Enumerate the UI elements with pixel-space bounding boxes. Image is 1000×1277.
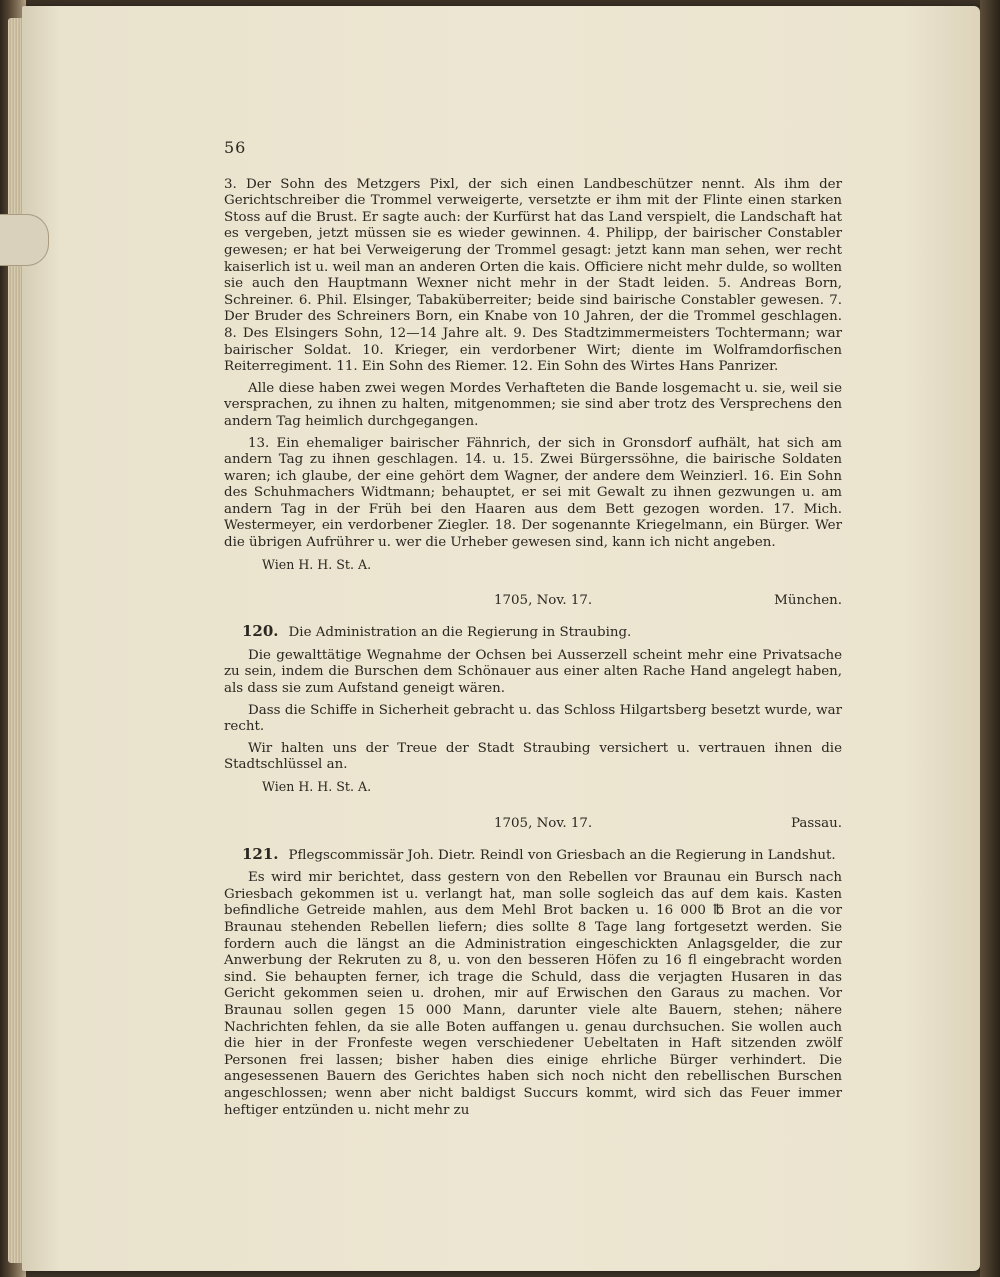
- source-citation: Wien H. H. St. A.: [262, 779, 372, 794]
- entry-121-dateline: [224, 816, 842, 834]
- entry-place: München.: [774, 593, 842, 609]
- scan-border: [980, 0, 1000, 1277]
- entry-place: Passau.: [791, 815, 842, 831]
- page-text: [224, 140, 842, 1119]
- page-number: 56: [224, 138, 247, 157]
- entry-title: Pflegscommissär Joh. Dietr. Reindl von Griesbach an die Regierung in Landshut.: [288, 847, 836, 863]
- paragraph: Dass die Schiffe in Sicherheit gebracht u. das Schloss Hilgartsberg besetzt wurde, war recht.: [224, 702, 842, 735]
- entry-date: 1705, Nov. 17.: [494, 815, 593, 831]
- entry-date: 1705, Nov. 17.: [494, 593, 593, 609]
- paragraph: Alle diese haben zwei wegen Mordes Verhafteten die Bande losgemacht u. sie, weil sie versprachen, zu ihnen zu halten, mitgenommen; sie sind aber trotz des Versprechens den andern Tag heimlich durchgegangen.: [224, 380, 842, 429]
- paragraph: Wir halten uns der Treue der Stadt Straubing versichert u. vertrauen ihnen die Stadtschlüssel an.: [224, 740, 842, 773]
- entry-120-heading: [224, 623, 842, 642]
- page-tab-marker: [0, 214, 49, 266]
- entry-120-dateline: [224, 593, 842, 611]
- entry-number: 120.: [242, 622, 279, 641]
- entry-title: Die Administration an die Regierung in Straubing.: [288, 625, 632, 641]
- entry-number: 121.: [242, 844, 279, 863]
- paragraph: 3. Der Sohn des Metzgers Pixl, der sich einen Landbeschützer nennt. Als ihm der Gerichtschreiber die Trommel verweigerte, versetzte er ihm mit der Flinte einen starken Stoss auf die Brust. Er sagte auch: der Kurfürst hat das Land verspielt, die Landschaft hat es vergeben, jetzt müssen sie es wieder gewinnen. 4. Philipp, der bairischer Constabler gewesen; er hat bei Verweigerung der Trommel gesagt: jetzt kann man sehen, wer recht kaiserlich ist u. weil man an anderen Orten die kais. Officiere nicht mehr dulde, so wollten sie auch den Hauptmann Wexner nicht mehr in der Stadt leiden. 5. Andreas Born, Schreiner. 6. Phil. Elsinger, Tabaküberreiter; beide sind bairische Constabler gewesen. 7. Der Bruder des Schreiners Born, ein Knabe von 10 Jahren, der die Trommel geschlagen. 8. Des Elsingers Sohn, 12—14 Jahre alt. 9. Des Stadtzimmermeisters Tochtermann; war bairischer Soldat. 10. Krieger, ein verdorbener Wirt; diente im Wolframdorfischen Reiterregiment. 11. Ein Sohn des Riemer. 12. Ein Sohn des Wirtes Hans Panrizer.: [224, 176, 842, 375]
- source-citation: Wien H. H. St. A.: [262, 556, 372, 572]
- paragraph: 13. Ein ehemaliger bairischer Fähnrich, der sich in Gronsdorf aufhält, hat sich am andern Tag zu ihnen geschlagen. 14. u. 15. Zwei Bürgerssöhne, die bairische Soldaten waren; ich glaube, der eine gehört dem Wagner, der andere dem Weinzierl. 16. Ein Sohn des Schuhmachers Widtmann; behauptet, er sei mit Gewalt zu ihnen gezwungen u. am andern Tag in der Früh bei den Haaren aus dem Bett gezogen worden. 17. Mich. Westermeyer, ein verdorbener Ziegler. 18. Der sogenannte Kriegelmann, ein Bürger. Wer die übrigen Aufrührer u. wer die Urheber gewesen sind, kann ich nicht angeben.: [224, 435, 842, 551]
- entry-121-heading: [224, 846, 842, 865]
- paragraph: Die gewalttätige Wegnahme der Ochsen bei Ausserzell scheint mehr eine Privatsache zu sein, indem die Burschen dem Schönauer aus einer alten Rache Hand angelegt haben, als dass sie zum Aufstand geneigt wären.: [224, 647, 842, 697]
- paragraph: Es wird mir berichtet, dass gestern von den Rebellen vor Braunau ein Bursch nach Griesbach gekommen ist u. verlangt hat, man solle sogleich das auf dem kais. Kasten befindliche Getreide mahlen, aus dem Mehl Brot backen u. 16 000 ℔ Brot an die vor Braunau stehenden Rebellen liefern; dies sollte 8 Tage lang fortgesetzt werden. Sie fordern auch die längst an die Administration eingeschickten Anlagsgelder, die zur Anwerbung der Rekruten zu 8, u. von den besseren Höfen zu 16 fl eingebracht worden sind. Sie behaupten ferner, ich trage die Schuld, dass die verjagten Husaren in das Gericht gekommen seien u. drohen, mir auf Erwischen den Garaus zu machen. Vor Braunau sollen gegen 15 000 Mann, darunter viele alte Bauern, stehen; nähere Nachrichten fehlen, da sie alle Boten auffangen u. genau durchsuchen. Sie wollen auch die hier in der Fronfeste wegen verschiedener Uebeltaten in Haft sitzenden zwölf Personen frei lassen; bisher haben dies einige ehrliche Bürger verhindert. Die angesessenen Bauern des Gerichtes haben sich noch nicht den rebellischen Burschen angeschlossen; wenn aber nicht baldigst Succurs kommt, wird sich das Feuer immer heftiger entzünden u. nicht mehr zu: [224, 870, 842, 1118]
